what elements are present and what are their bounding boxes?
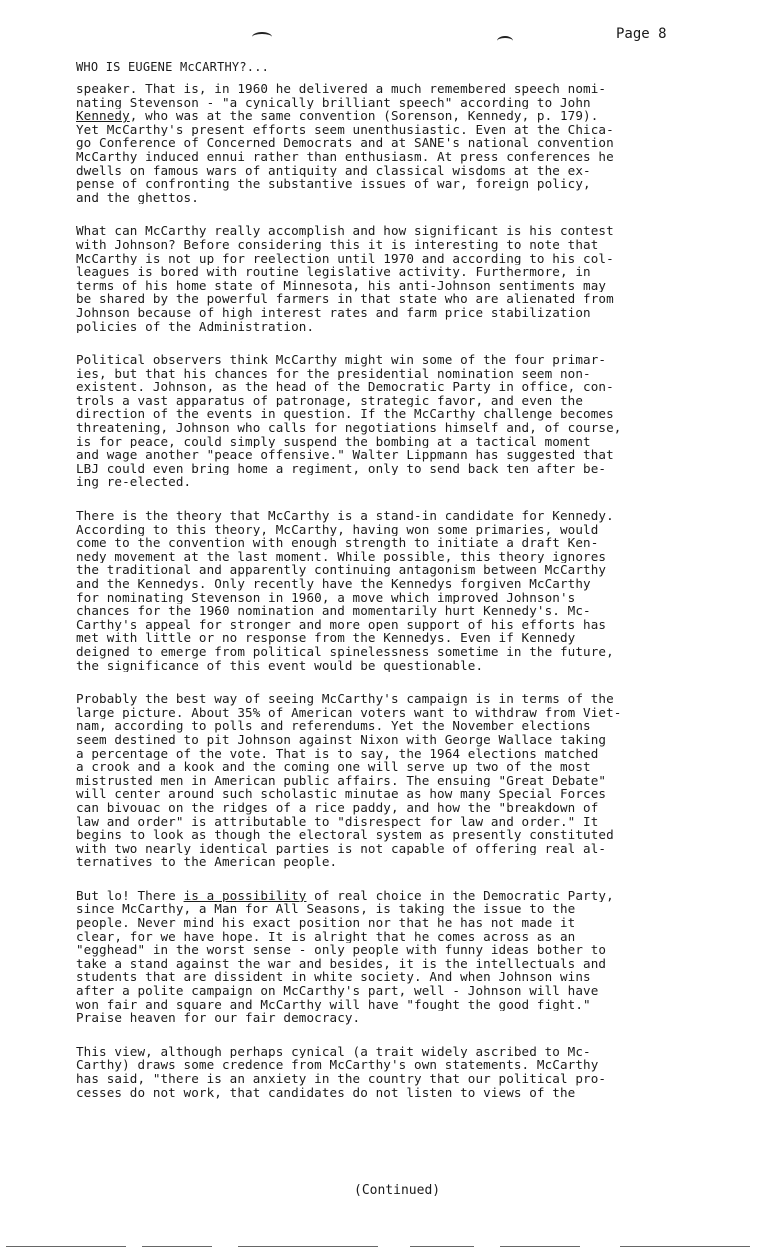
text-line: people. Never mind his exact position nor that he has not made it [76,916,576,930]
paragraph [76,1045,716,1099]
text-line: existent. Johnson, as the head of the Democratic Party in office, con- [76,380,614,394]
text-line: deigned to emerge from political spinelessness sometime in the future, [76,644,614,659]
text-line: Probably the best way of seeing McCarthy's campaign is in terms of the [76,692,614,706]
running-head: WHO IS EUGENE McCARTHY?... [76,60,270,74]
text-line: LBJ could even bring home a regiment, only to send back ten after be- [76,461,607,476]
text-line: direction of the events in question. If the McCarthy challenge becomes [76,407,614,422]
text-line: be shared by the powerful farmers in that state who are alienated from [76,292,614,306]
text-line: for nominating Stevenson in 1960, a move which improved Johnson's [76,590,576,605]
text-line: mistrusted men in American public affairs. The ensuing "Great Debate" [76,773,607,788]
text-line: trols a vast apparatus of patronage, strategic favor, and even the [76,393,584,408]
text-line: policies of the Administration. [76,319,315,334]
text-line: can bivouac on the ridges of a rice paddy, and how the "breakdown of [76,800,599,815]
text-line: cesses do not work, that candidates do not listen to views of the [76,1085,576,1100]
text-line: and wage another "peace offensive." Walter Lippmann has suggested that [76,448,614,462]
text-line: Carthy's appeal for stronger and more open support of his efforts has [76,617,607,632]
text-line: large picture. About 35% of American voters want to withdraw from Viet- [76,705,622,720]
text-line: dwells on famous wars of antiquity and classical wisdoms at the ex- [76,163,591,178]
text-line: a percentage of the vote. That is to say, the 1964 elections matched [76,746,599,761]
text-line: since McCarthy, a Man for All Seasons, is taking the issue to the [76,902,576,917]
paragraph [76,224,716,333]
scan-rule [238,1246,378,1247]
text-line: ies, but that his chances for the presidential nomination seem non- [76,366,591,381]
paragraph [76,82,716,204]
scan-rule [410,1246,474,1247]
scan-rule [620,1246,750,1247]
page-number: Page 8 [616,26,667,42]
text-line: after a polite campaign on McCarthy's part, well - Johnson will have [76,984,599,998]
text-line: and the Kennedys. Only recently have the Kennedys forgiven McCarthy [76,577,591,591]
paragraph [76,509,716,672]
text-line: What can McCarthy really accomplish and how significant is his contest [76,224,614,238]
scan-rule [142,1246,212,1247]
paragraph [76,889,716,1025]
text-line: go Conference of Concerned Democrats and at SANE's national convention [76,136,614,150]
scan-mark [252,32,272,42]
paragraph [76,353,716,489]
text-line: threatening, Johnson who calls for negotiations himself and, of course, [76,421,622,435]
article-body [76,82,716,1119]
paragraph [76,692,716,869]
text-line: students that are dissident in white society. And when Johnson wins [76,970,591,985]
text-line: with two nearly identical parties is not capable of offering real al- [76,841,607,856]
scan-mark [497,36,513,46]
text-line: a crook and a kook and the coming one will serve up two of the most [76,760,591,774]
text-line: Yet McCarthy's present efforts seem unenthusiastic. Even at the Chica- [76,122,614,137]
text-line: law and order" is attributable to "disrespect for law and order." It [76,814,599,829]
text-line: with Johnson? Before considering this it is interesting to note that [76,237,599,252]
text-line: nam, according to polls and referendums. Yet the November elections [76,719,591,733]
text-line: the significance of this event would be questionable. [76,658,484,673]
text-line: won fair and square and McCarthy will have "fought the good fight." [76,997,591,1012]
text-line: speaker. That is, in 1960 he delivered a much remembered speech nomi- [76,82,607,96]
text-line: has said, "there is an anxiety in the country that our political pro- [76,1072,607,1086]
text-line: nedy movement at the last moment. While possible, this theory ignores [76,549,607,564]
text-line: Kennedy, who was at the same convention (Sorenson, Kennedy, p. 179). [76,109,599,123]
text-line: According to this theory, McCarthy, having won some primaries, would [76,522,599,537]
text-line: is for peace, could simply suspend the bombing at a tactical moment [76,434,591,449]
text-line: nating Stevenson - "a cynically brilliant speech" according to John [76,95,591,110]
text-line: and the ghettos. [76,190,199,205]
text-line: Praise heaven for our fair democracy. [76,1011,361,1025]
text-line: chances for the 1960 nomination and momentarily hurt Kennedy's. Mc- [76,604,591,618]
text-line: leagues is bored with routine legislative activity. Furthermore, in [76,265,591,279]
text-line: will center around such scholastic minutae as how many Special Forces [76,787,607,801]
text-line: clear, for we have hope. It is alright that he comes across as an [76,929,576,944]
text-line: seem destined to pit Johnson against Nixon with George Wallace taking [76,732,607,747]
text-line: begins to look as though the electoral system as presently constituted [76,828,614,842]
scan-rule [500,1246,580,1247]
text-line: Johnson because of high interest rates and farm price stabilization [76,305,591,320]
text-line: met with little or no response from the Kennedys. Even if Kennedy [76,631,576,645]
text-line: terms of his home state of Minnesota, his anti-Johnson sentiments may [76,278,607,293]
text-line: "egghead" in the worst sense - only people with funny ideas bother to [76,943,607,957]
text-line: the traditional and apparently continuing antagonism between McCarthy [76,563,607,577]
text-line: ing re-elected. [76,475,192,490]
text-line: Political observers think McCarthy might win some of the four primar- [76,353,607,367]
continued-note: (Continued) [354,1183,441,1198]
text-line: Carthy) draws some credence from McCarthy's own statements. McCarthy [76,1058,599,1072]
text-line: ternatives to the American people. [76,855,338,869]
text-line: take a stand against the war and besides, it is the intellectuals and [76,956,607,971]
text-line: pense of confronting the substantive issues of war, foreign policy, [76,177,591,191]
text-line: This view, although perhaps cynical (a trait widely ascribed to Mc- [76,1044,591,1059]
text-line: There is the theory that McCarthy is a stand-in candidate for Kennedy. [76,509,614,523]
text-line: McCarthy is not up for reelection until 1970 and according to his col- [76,251,614,266]
text-line: come to the convention with enough strength to initiate a draft Ken- [76,536,599,550]
text-line: But lo! There is a possibility of real choice in the Democratic Party, [76,888,614,903]
scan-rule [6,1246,126,1247]
text-line: McCarthy induced ennui rather than enthusiasm. At press conferences he [76,149,614,164]
